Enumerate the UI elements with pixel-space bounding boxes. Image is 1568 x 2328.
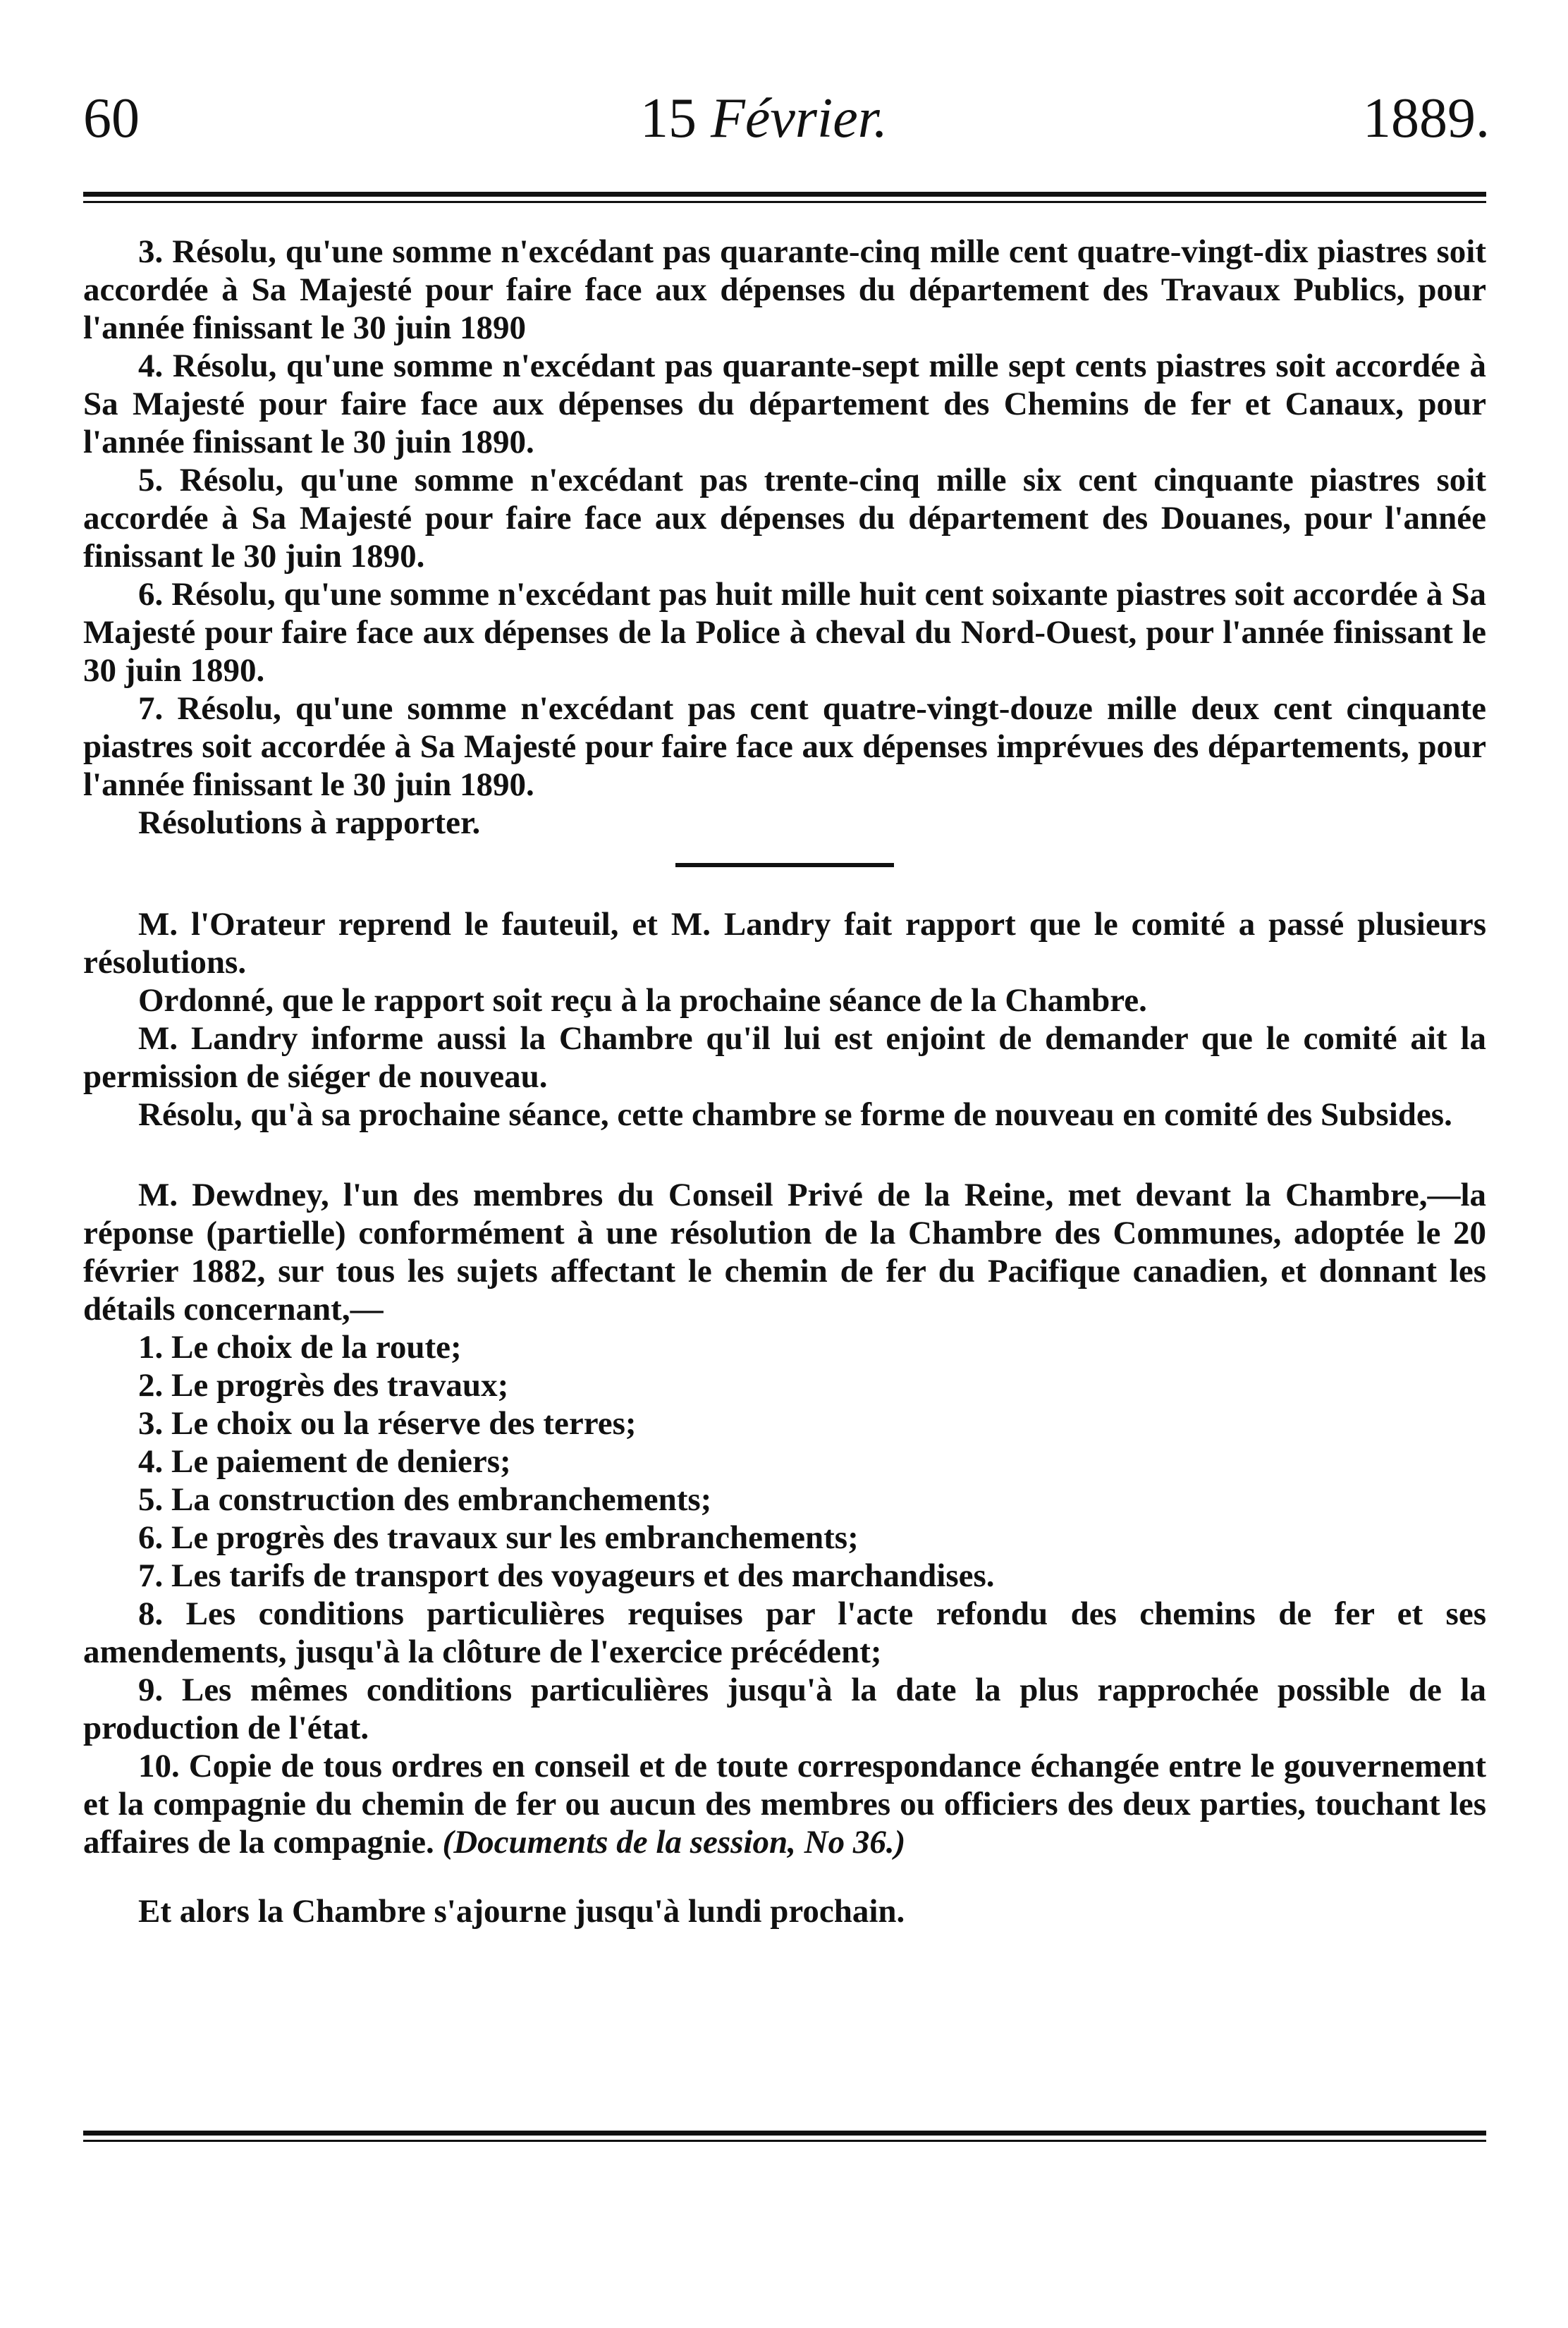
dewdney-item-9: 9. Les mêmes conditions particulières jusqu'à la date la plus rapprochée possible de la production de l'état. — [83, 1672, 1486, 1746]
header-date — [640, 83, 1091, 154]
date-day: 15 — [640, 87, 697, 149]
paragraph-gap — [83, 1134, 1486, 1176]
dewdney-item-3: 3. Le choix ou la réserve des terres; — [138, 1405, 637, 1442]
item-10-text: 10. Copie de tous ordres en conseil et de toute correspondance échangée entre le gouvernement et la compagnie du chemin de fer ou aucun des membres ou officiers des deux parties, touchant les affaires de la compagnie. — [83, 1748, 1486, 1861]
resolution-7: 7. Résolu, qu'une somme n'excédant pas cent quatre-vingt-douze mille deux cent cinquante piastres soit accordée à Sa Majesté pour faire face aux dépenses imprévues des départements, pour l'année finissant le 30 juin 1890. — [83, 690, 1486, 803]
footer-rule — [83, 2131, 1486, 2142]
report-ordered: Ordonné, que le rapport soit reçu à la prochaine séance de la Chambre. — [138, 982, 1147, 1019]
resolution-5: 5. Résolu, qu'une somme n'excédant pas trente-cinq mille six cent cinquante piastres soit accordée à Sa Majesté pour faire face aux dépenses du département des Douanes, pour l'année finissant le 30 juin 1890. — [83, 462, 1486, 575]
report-speaker: M. l'Orateur reprend le fauteuil, et M. Landry fait rapport que le comité a passé plusieurs résolutions. — [83, 906, 1486, 981]
dewdney-item-2: 2. Le progrès des travaux; — [138, 1367, 509, 1404]
resolution-3: 3. Résolu, qu'une somme n'excédant pas quarante-cinq mille cent quatre-vingt-dix piastres soit accordée à Sa Majesté pour faire face aux dépenses du département des Travaux Publics, pour l'année finissant le 30 juin 1890 — [83, 233, 1486, 346]
header-rule — [83, 192, 1486, 203]
dewdney-item-10 — [83, 1747, 1486, 1861]
page-body — [83, 233, 1486, 1930]
resolutions-to-report: Résolutions à rapporter. — [138, 804, 481, 841]
resolution-4: 4. Résolu, qu'une somme n'excédant pas quarante-sept mille sept cents piastres soit accordée à Sa Majesté pour faire face aux dépenses du département des Chemins de fer et Canaux, pour l'année finissant le 30 juin 1890. — [83, 348, 1486, 460]
adjournment: Et alors la Chambre s'ajourne jusqu'à lundi prochain. — [138, 1893, 905, 1930]
report-resolved: Résolu, qu'à sa prochaine séance, cette chambre se forme de nouveau en comité des Subsides. — [138, 1096, 1452, 1133]
report-landry: M. Landry informe aussi la Chambre qu'il lui est enjoint de demander que le comité ait la permission de siéger de nouveau. — [83, 1020, 1486, 1095]
dewdney-item-5: 5. La construction des embranchements; — [138, 1481, 712, 1518]
resolution-6: 6. Résolu, qu'une somme n'excédant pas huit mille huit cent soixante piastres soit accordée à Sa Majesté pour faire face aux dépenses de la Police à cheval du Nord-Ouest, pour l'année finissant le 30 juin 1890. — [83, 576, 1486, 689]
section-separator — [675, 863, 894, 867]
dewdney-item-1: 1. Le choix de la route; — [138, 1329, 462, 1366]
paragraph-gap — [83, 1861, 1486, 1892]
header-year: 1889. — [1363, 87, 1490, 149]
page-number: 60 — [83, 87, 140, 149]
dewdney-item-6: 6. Le progrès des travaux sur les embranchements; — [138, 1519, 859, 1556]
dewdney-item-8: 8. Les conditions particulières requises par l'acte refondu des chemins de fer et ses amendements, jusqu'à la clôture de l'exercice précédent; — [83, 1595, 1486, 1670]
page-header — [83, 83, 1490, 154]
dewdney-item-4: 4. Le paiement de deniers; — [138, 1443, 511, 1480]
dewdney-intro: M. Dewdney, l'un des membres du Conseil Privé de la Reine, met devant la Chambre,—la réponse (partielle) conformément à une résolution de la Chambre des Communes, adoptée le 20 février 1882, sur tous les sujets affectant le chemin de fer du Pacifique canadien, et donnant les détails concernant,— — [83, 1177, 1486, 1328]
dewdney-item-7: 7. Les tarifs de transport des voyageurs et des marchandises. — [138, 1557, 995, 1594]
date-month: Février. — [711, 87, 888, 149]
sessional-paper-reference: (Documents de la session, No 36.) — [442, 1824, 906, 1861]
